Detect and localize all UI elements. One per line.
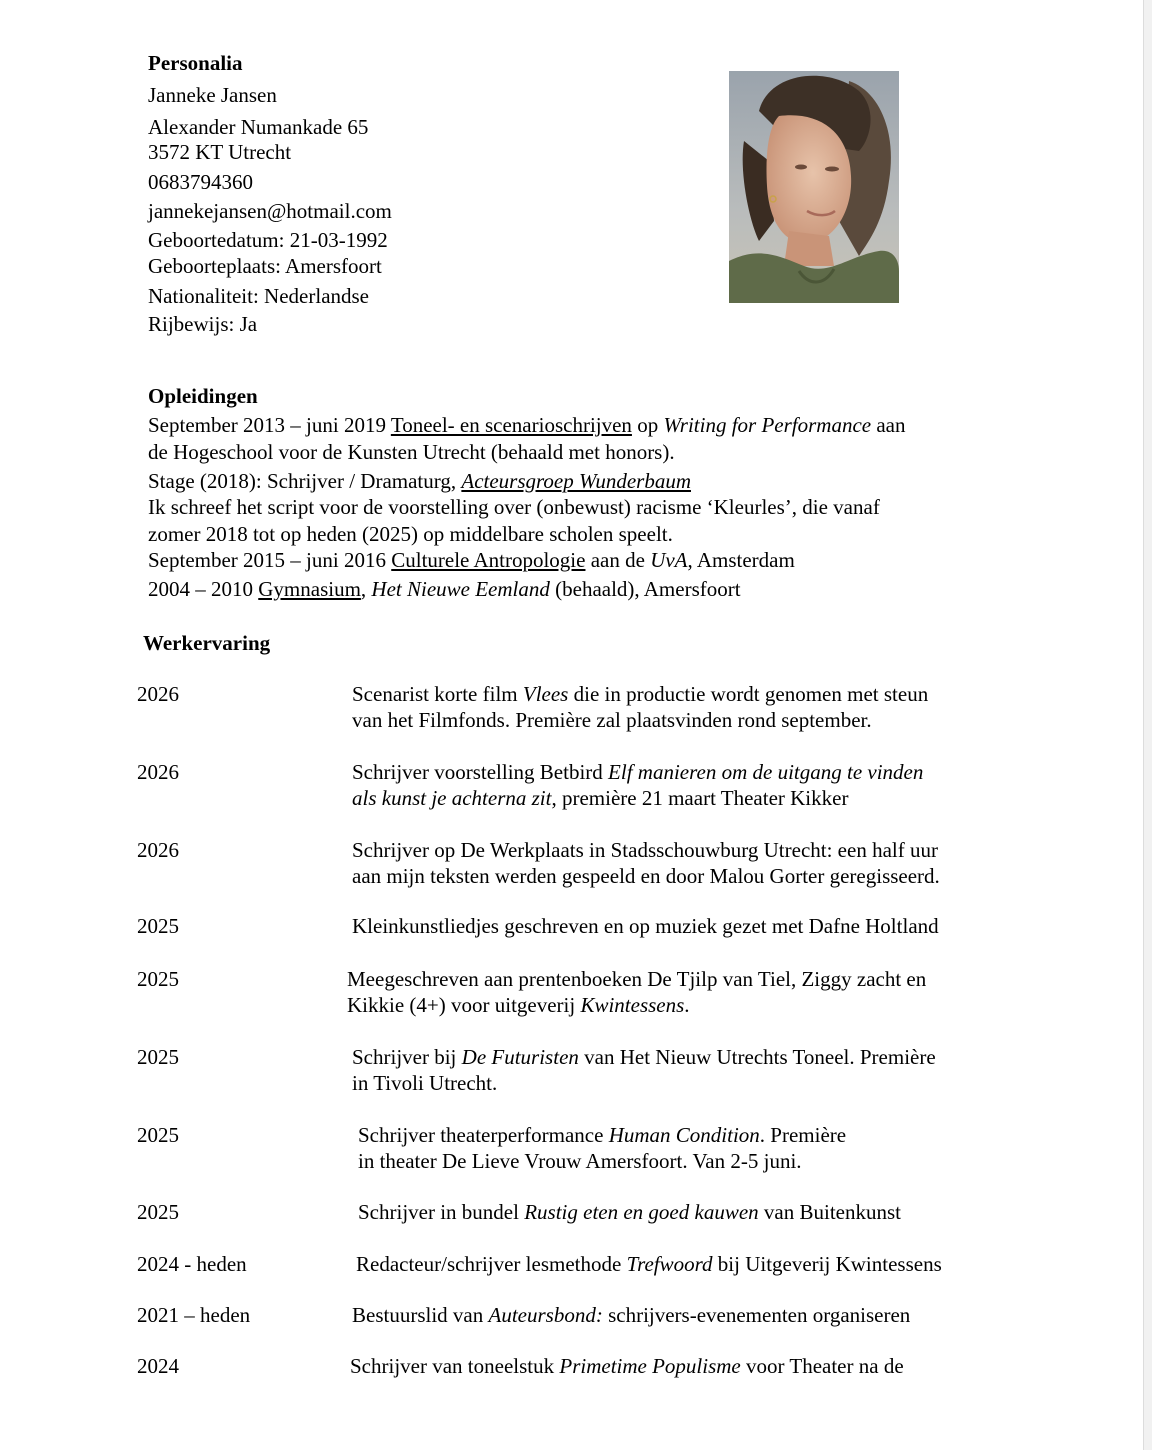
work-text: Schrijver in bundel [358,1200,525,1224]
education-study: Culturele Antropologie [391,548,586,572]
work-description-cont: in theater De Lieve Vrouw Amersfoort. Van 2-5 juni. [358,1149,802,1173]
education-period: September 2015 – juni 2016 [148,548,392,572]
education-text: , [360,577,372,601]
work-text: Bestuurslid van [352,1303,489,1327]
work-text: . [684,993,690,1017]
city: 3572 KT Utrecht [148,140,292,164]
work-description [358,1200,901,1224]
work-year: 2024 [137,1354,179,1378]
work-year: 2025 [137,1123,179,1147]
birthplace: Geboorteplaats: Amersfoort [148,254,382,278]
work-title: als kunst je achterna zit [352,786,552,810]
education-study: Toneel- en scenarioschrijven [390,413,632,437]
portrait-photo [729,71,899,303]
work-text: Scenarist korte film [352,682,523,706]
work-year: 2026 [137,760,179,784]
work-text: . Première [759,1123,847,1147]
phone: 0683794360 [148,170,253,194]
internship-text: Stage (2018): Schrijver / Dramaturg, [148,469,462,493]
work-text: Redacteur/schrijver lesmethode [356,1252,627,1276]
birthdate: Geboortedatum: 21-03-1992 [148,228,388,252]
work-description: Schrijver op De Werkplaats in Stadsschouwburg Utrecht: een half uur [352,838,938,862]
work-description [352,1045,936,1069]
work-text: Schrijver voorstelling Betbird [352,760,609,784]
work-description: Meegeschreven aan prentenboeken De Tjilp van Tiel, Ziggy zacht en [347,967,927,991]
work-text: voor Theater na de [740,1354,904,1378]
license: Rijbewijs: Ja [148,312,258,336]
work-text: Schrijver van toneelstuk [350,1354,560,1378]
work-description-cont [347,993,690,1017]
personalia-heading: Personalia [148,51,243,75]
work-year: 2025 [137,1045,179,1069]
work-description-cont: aan mijn teksten werden gespeeld en door Malou Gorter geregisseerd. [352,864,940,888]
internship-line [148,469,691,493]
education-period: September 2013 – juni 2019 [148,413,391,437]
work-description: Kleinkunstliedjes geschreven en op muziek gezet met Dafne Holtland [352,914,939,938]
education-period: 2004 – 2010 [148,577,259,601]
work-description-cont: van het Filmfonds. Première zal plaatsvinden rond september. [352,708,872,732]
internship-description-cont: zomer 2018 tot op heden (2025) op middelbare scholen speelt. [148,522,673,546]
education-school: Het Nieuwe Eemland [371,577,550,601]
work-title: Primetime Populisme [559,1354,741,1378]
work-title: Human Condition [608,1123,760,1147]
education-line [148,548,795,572]
email: jannekejansen@hotmail.com [148,199,392,223]
work-title: Kwintessens [580,993,685,1017]
work-text: , première 21 maart Theater Kikker [551,786,849,810]
work-year: 2026 [137,682,179,706]
work-year: 2024 - heden [137,1252,247,1276]
education-program: Writing for Performance [663,413,872,437]
education-text: , Amsterdam [687,548,795,572]
education-study: Gymnasium [258,577,361,601]
work-year: 2025 [137,914,179,938]
internship-company: Acteursgroep Wunderbaum [461,469,691,493]
work-title: Rustig eten en goed kauwen [524,1200,759,1224]
internship-description: Ik schreef het script voor de voorstelling over (onbewust) racisme ‘Kleurles’, die vanaf [148,495,880,519]
work-description [352,760,923,784]
education-line: de Hogeschool voor de Kunsten Utrecht (behaald met honors). [148,440,675,464]
education-text: aan [871,413,906,437]
education-text: aan de [585,548,651,572]
work-title: Vlees [522,682,569,706]
work-title: Elf manieren om de uitgang te vinden [608,760,924,784]
work-year: 2026 [137,838,179,862]
work-text: van Buitenkunst [758,1200,901,1224]
work-description-cont: in Tivoli Utrecht. [352,1071,498,1095]
work-text: Schrijver bij [352,1045,462,1069]
work-text: schrijvers-evenementen organiseren [602,1303,911,1327]
name: Janneke Jansen [148,83,277,107]
werkervaring-heading: Werkervaring [143,631,271,655]
opleidingen-heading: Opleidingen [148,384,258,408]
work-title: Trefwoord [626,1252,713,1276]
work-title: Auteursbond: [488,1303,603,1327]
education-university: UvA [650,548,688,572]
page-gutter [1143,0,1152,1450]
education-line [148,413,906,437]
work-description [352,682,928,706]
education-line [148,577,741,601]
work-year: 2025 [137,1200,179,1224]
street: Alexander Numankade 65 [148,115,369,139]
work-text: die in productie wordt genomen met steun [568,682,929,706]
work-title: De Futuristen [461,1045,579,1069]
work-description-cont [352,786,848,810]
portrait-illustration [729,71,899,303]
work-text: Schrijver theaterperformance [358,1123,609,1147]
work-text: Kikkie (4+) voor uitgeverij [347,993,581,1017]
work-year: 2025 [137,967,179,991]
work-text: van Het Nieuw Utrechts Toneel. Première [578,1045,936,1069]
work-description [352,1303,910,1327]
work-text: bij Uitgeverij Kwintessens [712,1252,942,1276]
work-description [356,1252,942,1276]
education-text: op [631,413,664,437]
work-description [358,1123,846,1147]
work-description [350,1354,904,1378]
nationality: Nationaliteit: Nederlandse [148,284,370,308]
work-year: 2021 – heden [137,1303,251,1327]
education-text: (behaald), Amersfoort [549,577,741,601]
